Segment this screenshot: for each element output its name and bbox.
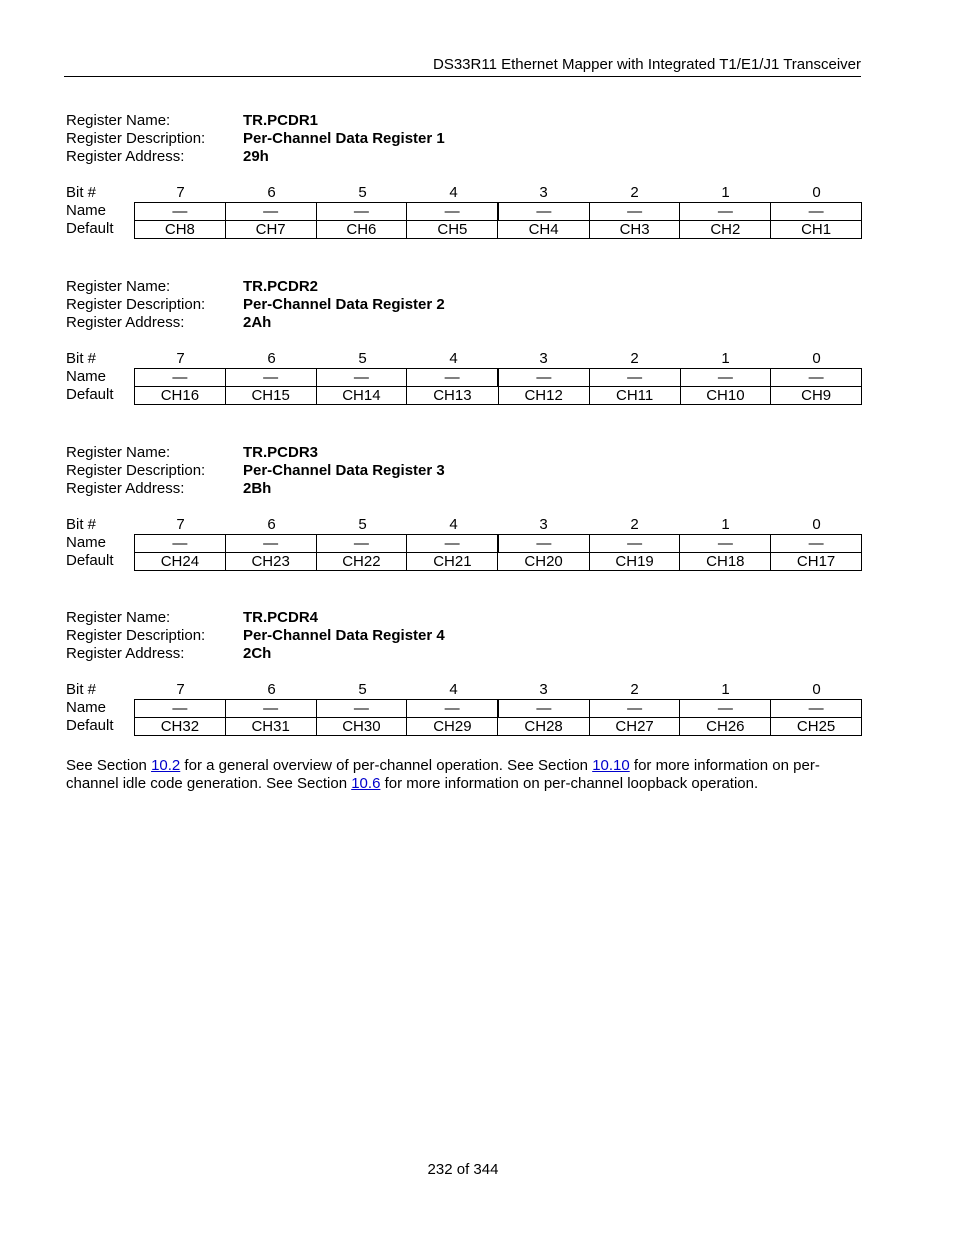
register-info-row bbox=[66, 627, 862, 645]
bit-number-row bbox=[66, 350, 862, 368]
info-label: Register Address: bbox=[66, 480, 185, 497]
register-info-row bbox=[66, 609, 862, 627]
bit-default-cell: CH30 bbox=[316, 718, 407, 736]
bit-label: Bit # bbox=[66, 184, 97, 201]
bit-number: 1 bbox=[721, 516, 730, 533]
bit-cells bbox=[134, 699, 862, 736]
bit-name-cell: — bbox=[135, 535, 226, 553]
section-link-10-10[interactable]: 10.10 bbox=[592, 757, 630, 774]
info-label: Register Address: bbox=[66, 148, 185, 165]
bit-number: 6 bbox=[267, 681, 276, 698]
bit-number: 6 bbox=[267, 516, 276, 533]
bit-name-cell: — bbox=[407, 369, 498, 387]
bit-name-cell: — bbox=[771, 369, 862, 387]
register-name: TR.PCDR1 bbox=[243, 112, 319, 129]
bit-number: 4 bbox=[449, 681, 458, 698]
note-text: for a general overview of per-channel operation. See Section bbox=[180, 757, 593, 774]
name-row bbox=[135, 369, 862, 387]
bit-label: Bit # bbox=[66, 350, 97, 367]
bit-default-cell: CH7 bbox=[225, 221, 316, 239]
section-link-10-6[interactable]: 10.6 bbox=[351, 775, 381, 792]
register-info-row bbox=[66, 480, 862, 498]
bit-number-row bbox=[66, 516, 862, 534]
bit-default-cell: CH5 bbox=[407, 221, 498, 239]
bit-number: 1 bbox=[721, 350, 730, 367]
default-row bbox=[135, 553, 862, 571]
bit-default-cell: CH22 bbox=[316, 553, 407, 571]
section-link-10-2[interactable]: 10.2 bbox=[151, 757, 181, 774]
bit-default-cell: CH11 bbox=[589, 387, 680, 405]
register-description: Per-Channel Data Register 4 bbox=[243, 627, 445, 644]
register-name: TR.PCDR4 bbox=[243, 609, 319, 626]
info-label: Register Address: bbox=[66, 314, 185, 331]
bit-name-cell: — bbox=[680, 700, 771, 718]
bit-name-cell: — bbox=[498, 369, 589, 387]
info-label: Register Description: bbox=[66, 296, 206, 313]
register-info-row bbox=[66, 314, 862, 332]
register-info-row bbox=[66, 645, 862, 663]
default-label: Default bbox=[66, 220, 114, 237]
bit-name-cell: — bbox=[407, 535, 498, 553]
register-address: 2Bh bbox=[243, 480, 272, 497]
register-block bbox=[66, 444, 862, 570]
bit-default-cell: CH31 bbox=[225, 718, 316, 736]
bit-default-cell: CH17 bbox=[771, 553, 862, 571]
bit-default-cell: CH12 bbox=[498, 387, 589, 405]
bit-default-cell: CH21 bbox=[407, 553, 498, 571]
bit-default-cell: CH8 bbox=[135, 221, 226, 239]
bit-name-cell: — bbox=[680, 535, 771, 553]
register-description: Per-Channel Data Register 3 bbox=[243, 462, 445, 479]
bit-default-cell: CH32 bbox=[135, 718, 226, 736]
bit-number: 0 bbox=[812, 350, 821, 367]
default-row bbox=[135, 387, 862, 405]
bit-number-row bbox=[66, 184, 862, 202]
bit-name-cell: — bbox=[135, 369, 226, 387]
bit-default-cell: CH20 bbox=[498, 553, 589, 571]
bit-number: 4 bbox=[449, 184, 458, 201]
info-label: Register Description: bbox=[66, 462, 206, 479]
bit-number: 5 bbox=[358, 350, 367, 367]
default-label: Default bbox=[66, 717, 114, 734]
bit-number: 7 bbox=[176, 350, 185, 367]
bit-number: 4 bbox=[449, 516, 458, 533]
default-row bbox=[135, 718, 862, 736]
bit-number: 2 bbox=[630, 516, 639, 533]
name-label: Name bbox=[66, 699, 107, 716]
bit-default-cell: CH23 bbox=[225, 553, 316, 571]
bit-cells bbox=[134, 202, 862, 239]
bit-name-cell: — bbox=[225, 203, 316, 221]
bit-name-cell: — bbox=[771, 203, 862, 221]
bit-default-cell: CH10 bbox=[680, 387, 771, 405]
bit-default-cell: CH3 bbox=[589, 221, 680, 239]
info-label: Register Name: bbox=[66, 112, 171, 129]
page-header bbox=[64, 56, 861, 77]
default-row bbox=[135, 221, 862, 239]
page-number: 232 of 344 bbox=[427, 1161, 499, 1178]
bit-name-cell: — bbox=[225, 700, 316, 718]
note-text: for more information on per-channel loopback operation. bbox=[380, 775, 759, 792]
register-info-row bbox=[66, 148, 862, 166]
register-address: 2Ah bbox=[243, 314, 272, 331]
register-address: 2Ch bbox=[243, 645, 272, 662]
bit-number: 7 bbox=[176, 681, 185, 698]
bit-name-cell: — bbox=[589, 700, 680, 718]
bit-default-cell: CH19 bbox=[589, 553, 680, 571]
bit-default-cell: CH18 bbox=[680, 553, 771, 571]
register-info-row bbox=[66, 278, 862, 296]
bit-default-cell: CH9 bbox=[771, 387, 862, 405]
name-label: Name bbox=[66, 368, 107, 385]
bit-number: 7 bbox=[176, 516, 185, 533]
bit-default-cell: CH13 bbox=[407, 387, 498, 405]
bit-default-cell: CH29 bbox=[407, 718, 498, 736]
bit-name-cell: — bbox=[316, 535, 407, 553]
register-info-row bbox=[66, 130, 862, 148]
info-label: Register Description: bbox=[66, 130, 206, 147]
bit-cells bbox=[134, 534, 862, 571]
bit-name-cell: — bbox=[225, 369, 316, 387]
register-description: Per-Channel Data Register 1 bbox=[243, 130, 445, 147]
register-description: Per-Channel Data Register 2 bbox=[243, 296, 445, 313]
name-label: Name bbox=[66, 202, 107, 219]
bit-number: 2 bbox=[630, 184, 639, 201]
bit-number: 1 bbox=[721, 184, 730, 201]
note-text: See Section bbox=[66, 757, 152, 774]
bit-default-cell: CH15 bbox=[225, 387, 316, 405]
bit-name-cell: — bbox=[589, 369, 680, 387]
bit-number: 0 bbox=[812, 681, 821, 698]
bit-number: 5 bbox=[358, 516, 367, 533]
bit-name-cell: — bbox=[589, 535, 680, 553]
bit-number: 6 bbox=[267, 184, 276, 201]
register-address: 29h bbox=[243, 148, 269, 165]
bit-name-cell: — bbox=[135, 203, 226, 221]
bit-number: 2 bbox=[630, 350, 639, 367]
name-label: Name bbox=[66, 534, 107, 551]
info-label: Register Name: bbox=[66, 609, 171, 626]
bit-number: 5 bbox=[358, 681, 367, 698]
bit-name-cell: — bbox=[316, 203, 407, 221]
document-title: DS33R11 Ethernet Mapper with Integrated T1/E1/J1 Transceiver bbox=[432, 56, 861, 73]
bit-name-cell: — bbox=[407, 700, 498, 718]
default-label: Default bbox=[66, 386, 114, 403]
bit-default-cell: CH24 bbox=[135, 553, 226, 571]
bit-number: 3 bbox=[539, 681, 548, 698]
bit-number: 0 bbox=[812, 184, 821, 201]
register-block bbox=[66, 278, 862, 404]
bit-default-cell: CH1 bbox=[771, 221, 862, 239]
bit-table bbox=[66, 681, 862, 735]
bit-number: 5 bbox=[358, 184, 367, 201]
name-row bbox=[135, 203, 862, 221]
bit-default-cell: CH27 bbox=[589, 718, 680, 736]
bit-table bbox=[66, 184, 862, 238]
bit-number: 4 bbox=[449, 350, 458, 367]
info-label: Register Description: bbox=[66, 627, 206, 644]
bit-number: 3 bbox=[539, 516, 548, 533]
register-name: TR.PCDR3 bbox=[243, 444, 319, 461]
bit-number: 0 bbox=[812, 516, 821, 533]
bit-default-cell: CH25 bbox=[771, 718, 862, 736]
bit-default-cell: CH6 bbox=[316, 221, 407, 239]
bit-name-cell: — bbox=[771, 700, 862, 718]
register-info-row bbox=[66, 296, 862, 314]
bit-number: 2 bbox=[630, 681, 639, 698]
bit-table bbox=[66, 516, 862, 570]
bit-name-cell: — bbox=[316, 369, 407, 387]
bit-name-cell: — bbox=[498, 535, 589, 553]
bit-name-cell: — bbox=[316, 700, 407, 718]
info-label: Register Name: bbox=[66, 278, 171, 295]
section-note bbox=[66, 757, 866, 793]
register-block bbox=[66, 112, 862, 238]
default-label: Default bbox=[66, 552, 114, 569]
bit-number: 7 bbox=[176, 184, 185, 201]
register-info-row bbox=[66, 462, 862, 480]
bit-table bbox=[66, 350, 862, 404]
bit-default-cell: CH28 bbox=[498, 718, 589, 736]
bit-name-cell: — bbox=[135, 700, 226, 718]
name-row bbox=[135, 535, 862, 553]
bit-name-cell: — bbox=[498, 203, 589, 221]
bit-default-cell: CH2 bbox=[680, 221, 771, 239]
bit-default-cell: CH16 bbox=[135, 387, 226, 405]
info-label: Register Address: bbox=[66, 645, 185, 662]
name-row bbox=[135, 700, 862, 718]
info-label: Register Name: bbox=[66, 444, 171, 461]
bit-default-cell: CH4 bbox=[498, 221, 589, 239]
bit-number-row bbox=[66, 681, 862, 699]
bit-default-cell: CH14 bbox=[316, 387, 407, 405]
bit-name-cell: — bbox=[225, 535, 316, 553]
bit-name-cell: — bbox=[680, 203, 771, 221]
note-text: for more information on per-channel idle code generation. See Section bbox=[66, 757, 820, 792]
register-block bbox=[66, 609, 862, 735]
bit-number: 6 bbox=[267, 350, 276, 367]
bit-name-cell: — bbox=[407, 203, 498, 221]
bit-default-cell: CH26 bbox=[680, 718, 771, 736]
bit-cells bbox=[134, 368, 862, 405]
bit-name-cell: — bbox=[498, 700, 589, 718]
bit-name-cell: — bbox=[589, 203, 680, 221]
register-info-row bbox=[66, 444, 862, 462]
register-name: TR.PCDR2 bbox=[243, 278, 319, 295]
bit-number: 3 bbox=[539, 184, 548, 201]
bit-name-cell: — bbox=[771, 535, 862, 553]
register-info-row bbox=[66, 112, 862, 130]
bit-label: Bit # bbox=[66, 681, 97, 698]
bit-number: 1 bbox=[721, 681, 730, 698]
bit-number: 3 bbox=[539, 350, 548, 367]
bit-label: Bit # bbox=[66, 516, 97, 533]
bit-name-cell: — bbox=[680, 369, 771, 387]
